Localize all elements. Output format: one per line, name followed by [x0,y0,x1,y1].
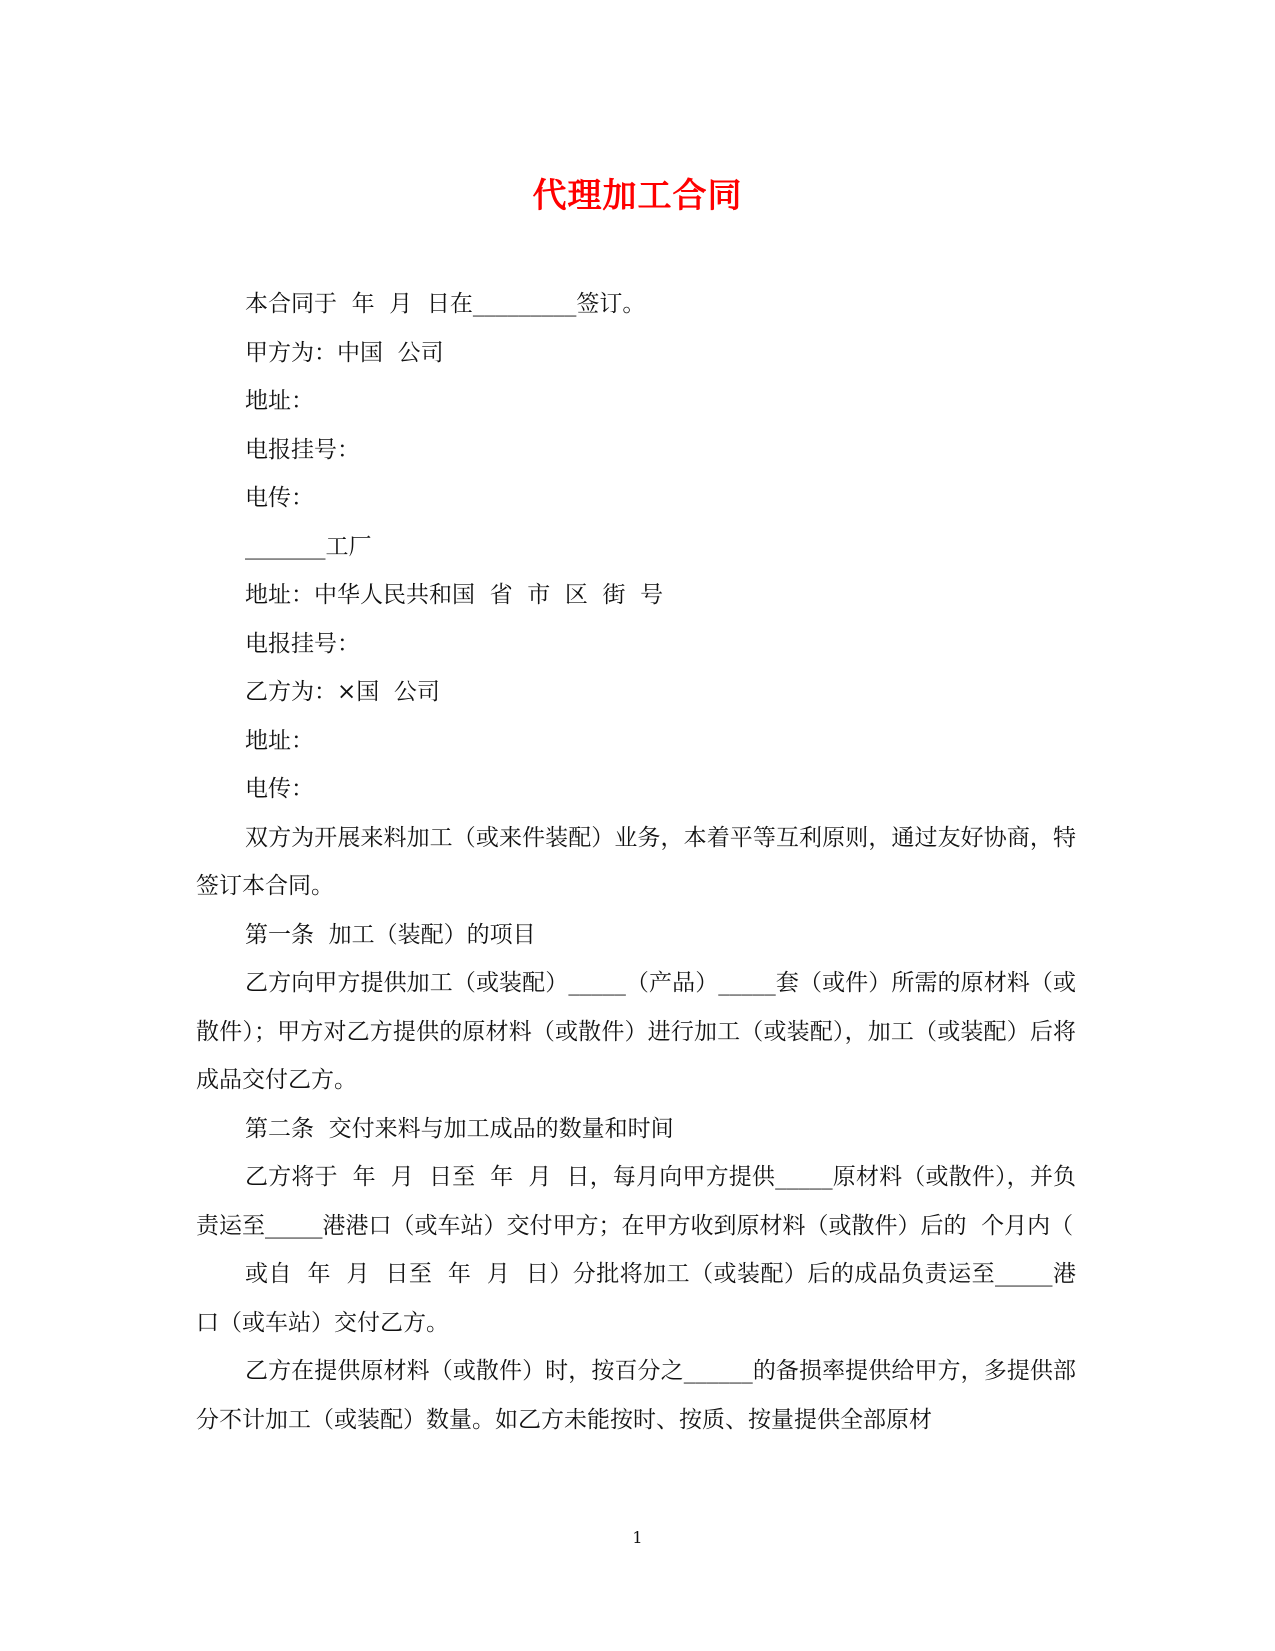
page-number: 1 [632,1528,643,1547]
paragraph-party-b-address: 地址： [245,727,314,754]
paragraph-article-1-body: 乙方向甲方提供加工（或装配）_____（产品）_____套（或件）所需的原材料（或散件）；甲方对乙方提供的原材料（或散件）进行加工（或装配），加工（或装配）后将成品交付乙方。 [196,970,1076,1093]
paragraph-party-a: 甲方为：中国 公司 [245,339,444,366]
paragraph-preamble: 双方为开展来料加工（或来件装配）业务，本着平等互利原则，通过友好协商，特签订本合同。 [196,824,1076,899]
paragraph-party-a-cable: 电报挂号： [245,436,360,463]
paragraph-party-a-telex: 电传： [245,485,314,511]
paragraph-signing-info: 本合同于 年 月 日在_________签订。 [245,291,646,317]
document-body [196,280,1076,1444]
paragraph-factory-address: 地址：中华人民共和国 省 市 区 街 号 [245,582,664,608]
paragraph-article-2-continued: 或自 年 月 日至 年 月 日）分批将加工（或装配）后的成品负责运至_____港口（或车站）交付乙方。 [196,1261,1076,1336]
paragraph-party-b-telex: 电传： [245,776,314,802]
paragraph-party-b: 乙方为：×国 公司 [245,679,440,705]
paragraph-loss-rate: 乙方在提供原材料（或散件）时，按百分之______的备损率提供给甲方，多提供部分不计加工（或装配）数量。如乙方未能按时、按质、按量提供全部原材 [196,1358,1076,1433]
paragraph-article-1-heading: 第一条 加工（装配）的项目 [245,921,536,948]
document-title: 代理加工合同 [532,176,743,216]
paragraph-party-a-address: 地址： [245,388,314,414]
paragraph-article-2-body: 乙方将于 年 月 日至 年 月 日，每月向甲方提供_____原材料（或散件），并负责运至_____港港口（或车站）交付甲方；在甲方收到原材料（或散件）后的 个月内（ [196,1164,1076,1239]
paragraph-article-2-heading: 第二条 交付来料与加工成品的数量和时间 [245,1115,674,1142]
paragraph-factory-cable: 电报挂号： [245,630,360,657]
paragraph-factory: _______工厂 [245,533,372,560]
